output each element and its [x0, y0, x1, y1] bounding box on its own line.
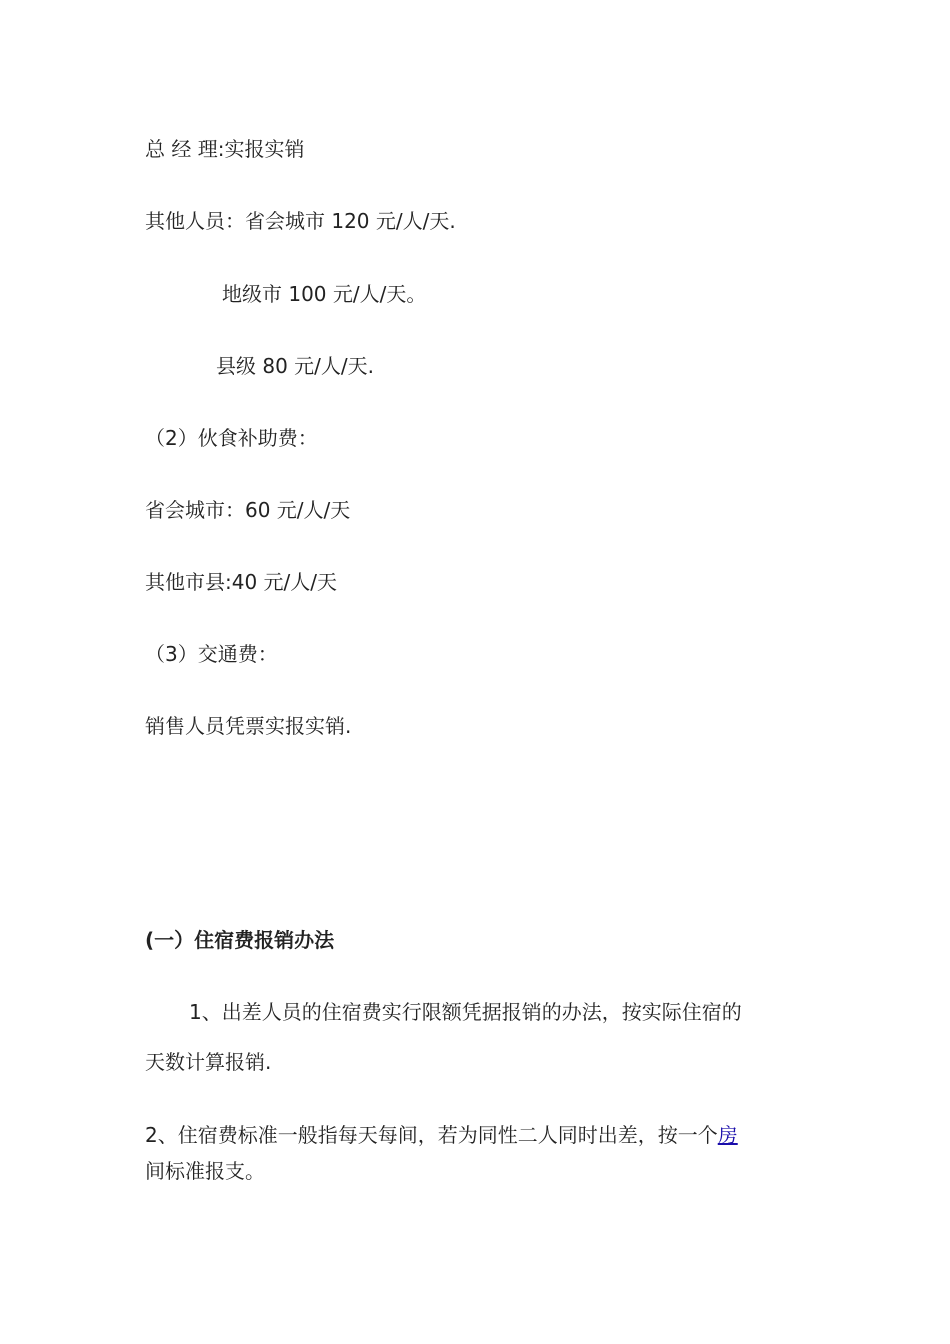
meal-other-line: 其他市县:40 元/人/天: [145, 570, 338, 594]
meal-provincial-line: 省会城市：60 元/人/天: [145, 498, 351, 522]
lodging-method-heading: (一）住宿费报销办法: [145, 928, 335, 952]
others-prefecture-line: 地级市 100 元/人/天。: [222, 282, 427, 306]
lodging-item1-line1: 1、出差人员的住宿费实行限额凭据报销的办法，按实际住宿的: [189, 1000, 742, 1024]
others-provincial-line: 其他人员：省会城市 120 元/人/天.: [145, 209, 456, 233]
room-link[interactable]: 房: [717, 1123, 738, 1147]
others-county-line: 县级 80 元/人/天.: [216, 354, 374, 378]
transport-heading: （3）交通费：: [145, 642, 278, 666]
general-manager-line: 总 经 理:实报实销: [145, 137, 305, 161]
lodging-item2-line2: 间标准报支。: [145, 1159, 265, 1183]
lodging-item1-line2: 天数计算报销.: [145, 1050, 272, 1074]
lodging-item2-line1: [145, 1122, 738, 1148]
lodging-item2-text: 2、住宿费标准一般指每天每间，若为同性二人同时出差，按一个: [145, 1123, 718, 1147]
meal-allowance-heading: （2）伙食补助费：: [145, 426, 318, 450]
transport-sales-line: 销售人员凭票实报实销.: [145, 714, 352, 738]
